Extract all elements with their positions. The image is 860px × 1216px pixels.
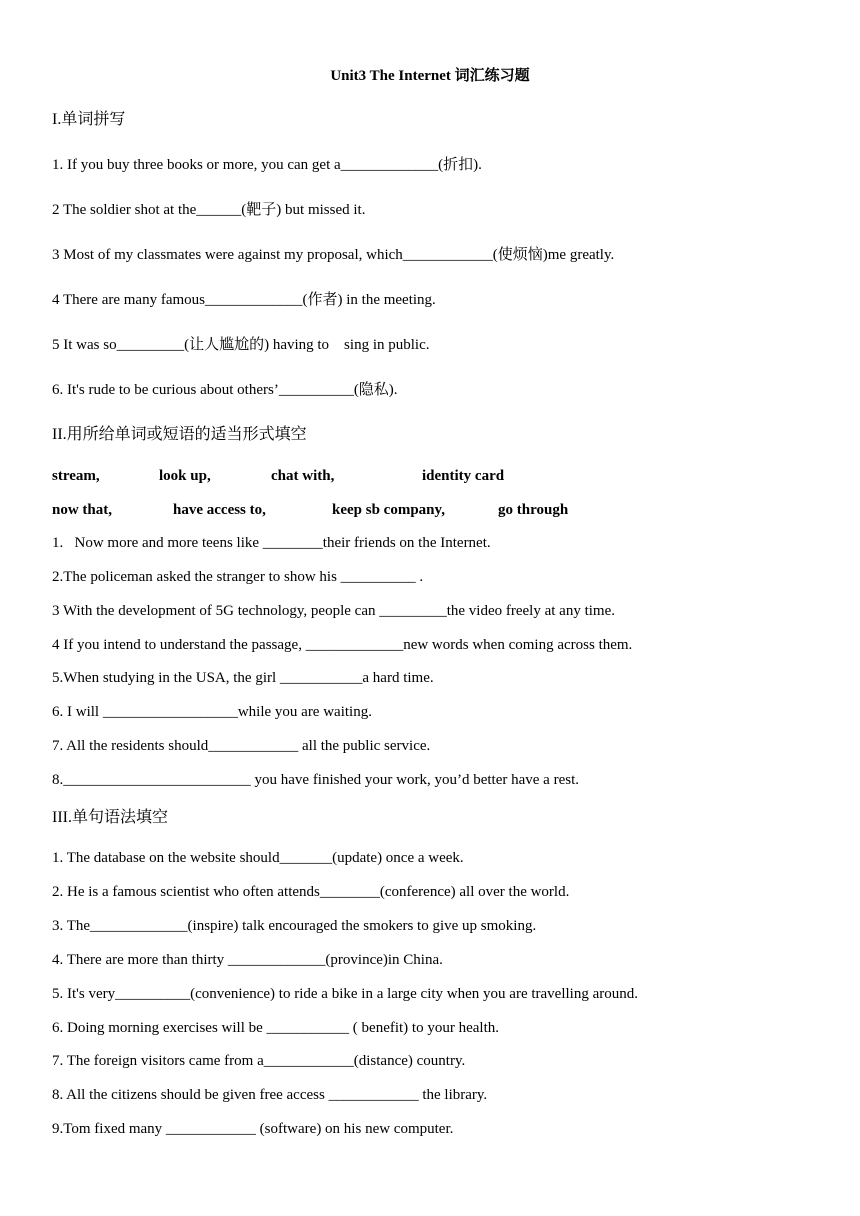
section-3-item: 9.Tom fixed many ____________ (software) on his new computer. [52, 1121, 454, 1137]
section-1-item: 1. If you buy three books or more, you can get a_____________(折扣). [52, 157, 482, 173]
section-2-item: 6. I will __________________while you are waiting. [52, 704, 372, 720]
section-1-item: 3 Most of my classmates were against my proposal, which____________(使烦恼)me greatly. [52, 247, 615, 263]
page-title: Unit3 The Internet 词汇练习题 [330, 68, 530, 84]
section-1-item: 5 It was so_________(让人尴尬的) having to sing in public. [52, 337, 430, 353]
section-2-item: 2.The policeman asked the stranger to show his __________ . [52, 569, 424, 585]
section-1-item: 4 There are many famous_____________(作者) in the meeting. [52, 292, 436, 308]
vocab-word: stream, [52, 468, 100, 484]
section-2-item: 3 With the development of 5G technology, people can _________the video freely at any time. [52, 603, 615, 619]
vocab-word: keep sb company, [332, 502, 445, 518]
vocab-word: identity card [422, 468, 505, 484]
section-1-heading: I.单词拼写 [52, 111, 126, 128]
section-3-item: 8. All the citizens should be given free access ____________ the library. [52, 1087, 488, 1103]
section-1-item: 6. It's rude to be curious about others’__________(隐私). [52, 382, 398, 398]
section-3-heading: III.单句语法填空 [52, 809, 168, 826]
section-3-item: 3. The_____________(inspire) talk encouraged the smokers to give up smoking. [52, 918, 537, 934]
section-2-heading: II.用所给单词或短语的适当形式填空 [52, 426, 307, 443]
section-3-item: 6. Doing morning exercises will be ___________ ( benefit) to your health. [52, 1020, 499, 1036]
section-2-item: 1. Now more and more teens like ________their friends on the Internet. [52, 535, 491, 551]
vocab-word: look up, [159, 468, 211, 484]
section-3-item: 2. He is a famous scientist who often attends________(conference) all over the world. [52, 884, 570, 900]
vocab-word: have access to, [173, 502, 266, 518]
section-2-item: 8._________________________ you have finished your work, you’d better have a rest. [52, 772, 579, 788]
section-2-item: 7. All the residents should____________ all the public service. [52, 738, 431, 754]
section-3-item: 1. The database on the website should_______(update) once a week. [52, 850, 464, 866]
section-3-item: 4. There are more than thirty _____________(province)in China. [52, 952, 443, 968]
vocab-word: go through [498, 502, 569, 518]
section-3-item: 7. The foreign visitors came from a____________(distance) country. [52, 1053, 466, 1069]
vocab-word: now that, [52, 502, 113, 518]
section-3-item: 5. It's very__________(convenience) to ride a bike in a large city when you are travelling around. [52, 986, 638, 1002]
section-2-item: 5.When studying in the USA, the girl ___________a hard time. [52, 670, 434, 686]
vocab-word: chat with, [271, 468, 335, 484]
section-2-item: 4 If you intend to understand the passage, _____________new words when coming across them. [52, 637, 633, 653]
section-1-item: 2 The soldier shot at the______(靶子) but missed it. [52, 202, 366, 218]
